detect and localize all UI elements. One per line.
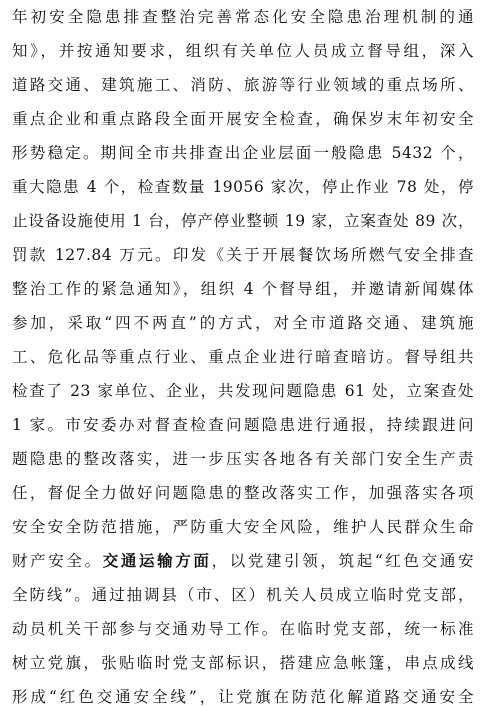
text-line: 形势稳定。期间全市共排查出企业层面一般隐患 5432 个， — [12, 144, 474, 162]
text-segment: ，以党建引领，筑起“红色交通安 — [211, 552, 474, 570]
text-line: 参加，采取“四不两直”的方式，对全市道路交通、建筑施 — [12, 314, 474, 332]
text-line: 任，督促全力做好问题隐患的整改落实工作，加强落实各项 — [12, 484, 474, 502]
text-line: 整治工作的紧急通知》，组织 4 个督导组，并邀请新闻媒体 — [12, 280, 474, 298]
text-line-with-heading — [12, 544, 474, 578]
text-line: 检查了 23 家单位、企业，共发现问题隐患 61 处，立案查处 — [12, 382, 474, 400]
text-segment: 财产安全。 — [12, 552, 103, 570]
text-line: 重大隐患 4 个，检查数量 19056 家次，停止作业 78 处，停 — [12, 178, 474, 196]
text-line: 工、危化品等重点行业、重点企业进行暗查暗访。督导组共 — [12, 348, 474, 366]
text-line: 止设备设施使用 1 台，停产停业整顿 19 家，立案查处 89 次， — [12, 212, 474, 230]
text-line: 树立党旗，张贴临时党支部标识，搭建应急帐篷，串点成线 — [12, 654, 474, 672]
text-line: 年初安全隐患排查整治完善常态化安全隐患治理机制的通 — [12, 8, 474, 26]
text-line: 1 家。市安委办对督查检查问题隐患进行通报，持续跟进问 — [12, 416, 474, 434]
text-line: 动员机关干部参与交通劝导工作。在临时党支部，统一标准 — [12, 620, 474, 638]
section-heading: 交通运输方面 — [102, 552, 212, 570]
text-line: 形成“红色交通安全线”，让党旗在防范化解道路交通安全 — [12, 688, 474, 706]
text-line: 知》，并按通知要求，组织有关单位人员成立督导组，深入 — [12, 42, 474, 60]
text-line: 题隐患的整改落实，进一步压实各地各有关部门安全生产责 — [12, 450, 474, 468]
text-line: 道路交通、建筑施工、消防、旅游等行业领域的重点场所、 — [12, 76, 474, 94]
text-line: 全防线”。通过抽调县（市、区）机关人员成立临时党支部， — [12, 586, 474, 604]
text-line: 安全安全防范措施，严防重大安全风险，维护人民群众生命 — [12, 518, 474, 536]
text-line: 罚款 127.84 万元。印发《关于开展餐饮场所燃气安全排查 — [12, 246, 474, 264]
text-line: 重点企业和重点路段全面开展安全检查，确保岁末年初安全 — [12, 110, 474, 128]
